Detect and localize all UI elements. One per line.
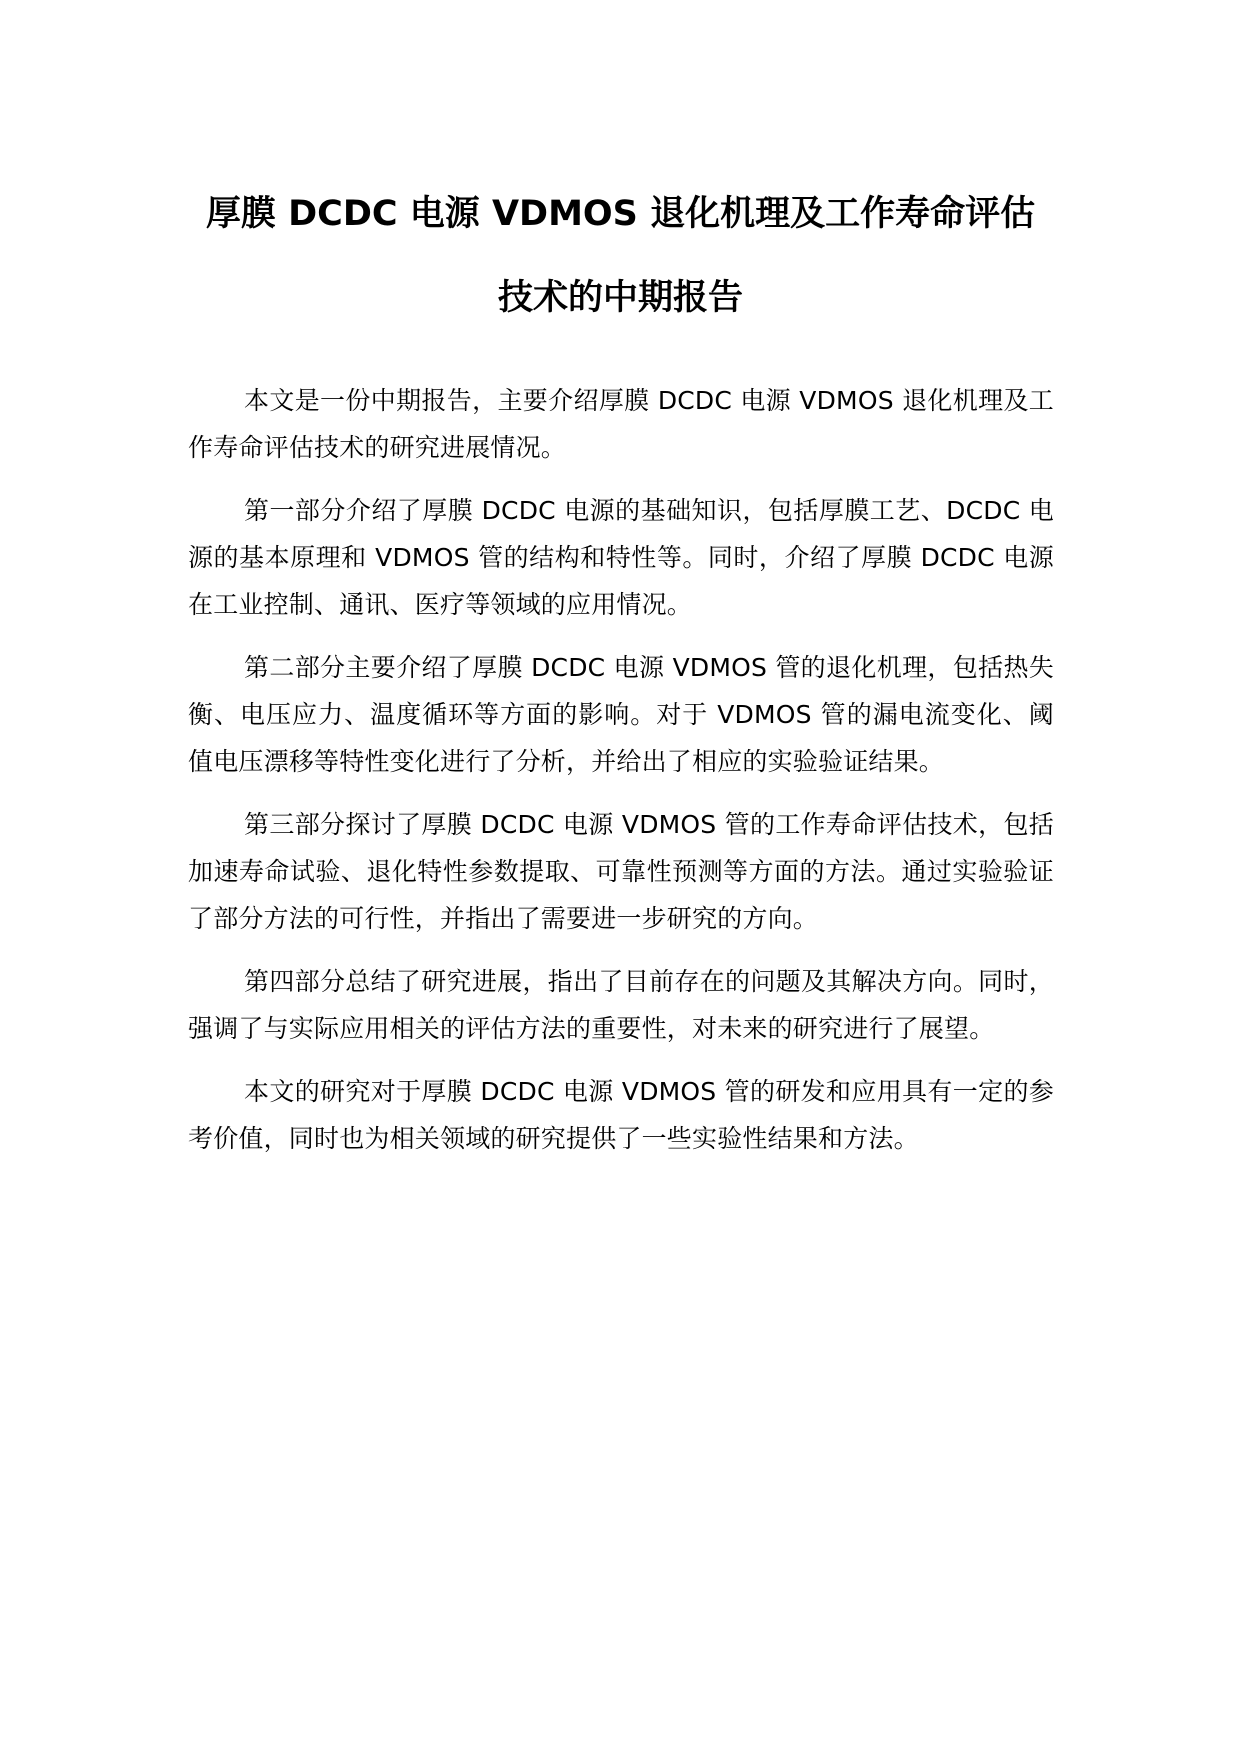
paragraph-intro: 本文是一份中期报告，主要介绍厚膜 DCDC 电源 VDMOS 退化机理及工作寿命评估技术的研究进展情况。 bbox=[188, 386, 1054, 462]
paragraph-part-1: 第一部分介绍了厚膜 DCDC 电源的基础知识，包括厚膜工艺、DCDC 电源的基本原理和 VDMOS 管的结构和特性等。同时，介绍了厚膜 DCDC 电源在工业控制、通讯、医疗等领域的应用情况。 bbox=[188, 496, 1054, 619]
paragraph-part-3: 第三部分探讨了厚膜 DCDC 电源 VDMOS 管的工作寿命评估技术，包括加速寿命试验、退化特性参数提取、可靠性预测等方面的方法。通过实验验证了部分方法的可行性，并指出了需要进一步研究的方向。 bbox=[188, 810, 1054, 933]
paragraph-part-2: 第二部分主要介绍了厚膜 DCDC 电源 VDMOS 管的退化机理，包括热失衡、电压应力、温度循环等方面的影响。对于 VDMOS 管的漏电流变化、阈值电压漂移等特性变化进行了分析，并给出了相应的实验验证结果。 bbox=[188, 653, 1054, 776]
title-line-2: 技术的中期报告 bbox=[497, 278, 743, 318]
title-line-1: 厚膜 DCDC 电源 VDMOS 退化机理及工作寿命评估 bbox=[205, 194, 1036, 234]
paragraph-part-4: 第四部分总结了研究进展，指出了目前存在的问题及其解决方向。同时，强调了与实际应用相关的评估方法的重要性，对未来的研究进行了展望。 bbox=[188, 967, 1054, 1043]
document-title bbox=[150, 172, 1091, 340]
document-body bbox=[188, 377, 1054, 1178]
paragraph-conclusion: 本文的研究对于厚膜 DCDC 电源 VDMOS 管的研发和应用具有一定的参考价值，同时也为相关领域的研究提供了一些实验性结果和方法。 bbox=[188, 1077, 1054, 1153]
